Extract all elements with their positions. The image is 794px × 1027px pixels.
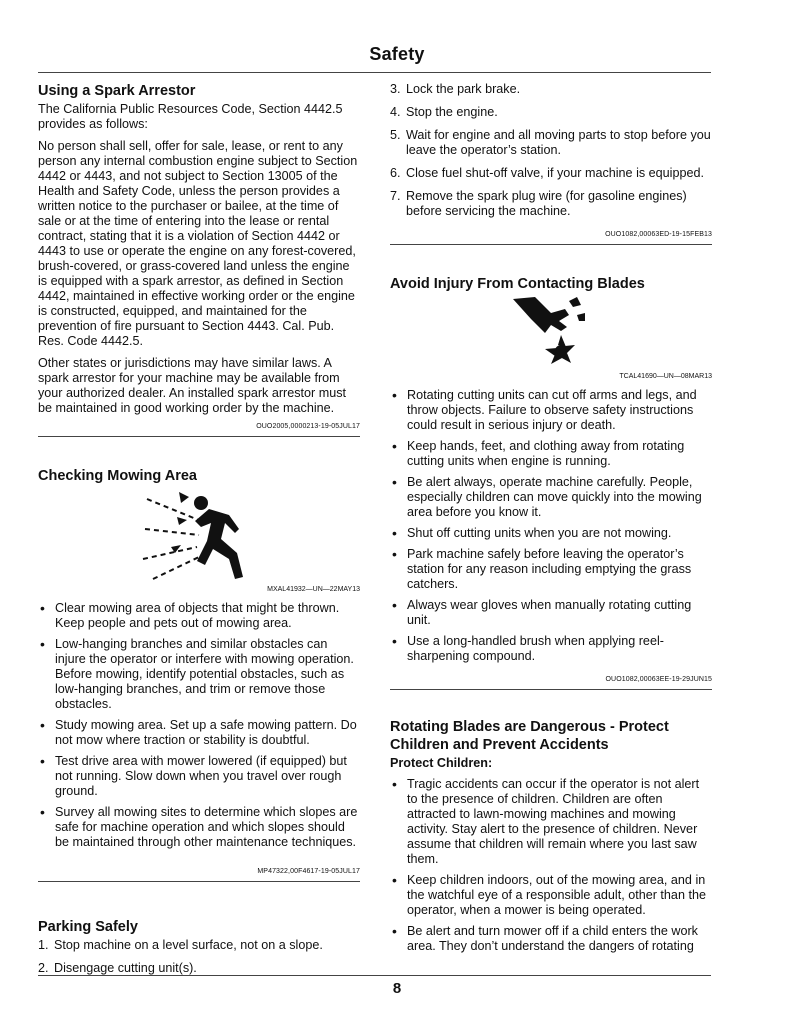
list-item: • Low-hanging branches and similar obstacles can injure the operator or interfere with mowing operation. Before mowing, identify potential obstacles, such as low-hanging branches, and trim or remove those obstacles. — [38, 637, 360, 712]
footer-rule — [38, 975, 711, 976]
step-number: 7. — [390, 189, 401, 203]
header-rule — [38, 72, 711, 73]
mowing-area-figure — [38, 487, 360, 582]
parking-ref: OUO1082,00063ED-19-15FEB13 — [390, 227, 712, 245]
list-item: • Park machine safely before leaving the operator’s station for any reason including emptying the grass catchers. — [390, 547, 712, 592]
blades-ref: OUO1082,00063EE-19-29JUN15 — [390, 672, 712, 690]
step-text: Disengage cutting unit(s). — [54, 961, 197, 975]
parking-heading: Parking Safely — [38, 919, 138, 935]
parking-step — [390, 166, 712, 181]
parking-step — [38, 961, 360, 976]
step-number: 4. — [390, 105, 401, 119]
list-item: • Survey all mowing sites to determine which slopes are safe for machine operation and which slopes should be maintained through other maintenance techniques. — [38, 805, 360, 850]
blades-figure — [390, 295, 712, 369]
spark-arrestor-intro: The California Public Resources Code, Section 4442.5 provides as follows: — [38, 102, 343, 131]
step-text: Remove the spark plug wire (for gasoline engines) before servicing the machine. — [406, 189, 687, 218]
mowing-area-list — [38, 601, 360, 850]
step-text: Wait for engine and all moving parts to stop before you leave the operator’s station. — [406, 128, 711, 157]
parking-continued-section — [390, 82, 712, 245]
list-item: • Always wear gloves when manually rotating cutting unit. — [390, 598, 712, 628]
step-number: 5. — [390, 128, 401, 142]
parking-step — [390, 105, 712, 120]
blades-list — [390, 388, 712, 664]
step-text: Stop machine on a level surface, not on a slope. — [54, 938, 323, 952]
parking-step — [390, 82, 712, 97]
children-list — [390, 777, 712, 954]
children-section — [390, 718, 712, 954]
list-item: • Study mowing area. Set up a safe mowing pattern. Do not mow where traction or stability is doubtful. — [38, 718, 360, 748]
list-item: • Use a long-handled brush when applying reel-sharpening compound. — [390, 634, 712, 664]
parking-step — [38, 938, 360, 953]
list-item: • Be alert and turn mower off if a child enters the work area. They don’t understand the dangers of rotating — [390, 924, 712, 954]
right-column — [390, 82, 712, 960]
step-number: 2. — [38, 961, 49, 975]
mowing-area-ref: MP47322,00F4617-19-05JUL17 — [38, 864, 360, 882]
step-number: 6. — [390, 166, 401, 180]
blades-image-ref: TCAL41690—UN—08MAR13 — [619, 373, 712, 380]
parking-step — [390, 128, 712, 158]
parking-steps-right — [390, 82, 712, 219]
page-title: Safety — [369, 44, 425, 64]
parking-steps-left — [38, 938, 360, 976]
list-item: • Keep children indoors, out of the mowing area, and in the watchful eye of a responsible adult, other than the operator, when a mower is being operated. — [390, 873, 712, 918]
children-heading: Rotating Blades are Dangerous - Protect Children and Prevent Accidents — [390, 719, 669, 753]
step-text: Close fuel shut-off valve, if your machine is equipped. — [406, 166, 704, 180]
mowing-area-heading: Checking Mowing Area — [38, 468, 197, 484]
spark-arrestor-other-states: Other states or jurisdictions may have similar laws. A spark arrestor for your machine may be available from your authorized dealer. An installed spark arrestor must be maintained in good working order by the machine. — [38, 356, 347, 415]
list-item: • Clear mowing area of objects that might be thrown. Keep people and pets out of mowing area. — [38, 601, 360, 631]
hand-cut-hazard-icon — [511, 295, 591, 369]
spark-arrestor-ref: OUO2005,0000213-19-05JUL17 — [38, 419, 360, 437]
list-item: • Test drive area with mower lowered (if equipped) but not running. Slow down when you travel over rough ground. — [38, 754, 360, 799]
thrown-object-hazard-icon — [139, 487, 259, 582]
step-text: Lock the park brake. — [406, 82, 521, 96]
list-item: • Be alert always, operate machine carefully. People, especially children can move quickly into the mowing area before you know it. — [390, 475, 712, 520]
blades-heading: Avoid Injury From Contacting Blades — [390, 276, 645, 292]
list-item: • Shut off cutting units when you are not mowing. — [390, 526, 712, 541]
spark-arrestor-section — [38, 82, 360, 437]
mowing-area-image-ref: MXAL41932—UN—22MAY13 — [267, 586, 360, 593]
step-number: 1. — [38, 938, 49, 952]
list-item: • Rotating cutting units can cut off arms and legs, and throw objects. Failure to observe safety instructions could result in serious injury or death. — [390, 388, 712, 433]
children-subheading: Protect Children: — [390, 756, 493, 770]
spark-arrestor-law-text: No person shall sell, offer for sale, lease, or rent to any person any internal combustion engine subject to Section 4442 or 4443, and not subject to Section 13005 of the Health and Safety Code, unless the person provides a written notice to the purchaser or bailee, at the time of sale or at the time of entering into the lease or rental contract, stating that it is a violation of Section 4442 or 4443 to use or operate the engine on any forest-covered, brush-covered, or grass-covered land unless the engine is equipped with a spark arrestor, as defined in Section 4442, maintained in effective working order or the engine is constructed, equipped, and maintained for the prevention of fire pursuant to Section 4443. Cal. Pub. Res. Code 4442.5. — [38, 139, 358, 348]
blades-section — [390, 275, 712, 690]
spark-arrestor-heading: Using a Spark Arrestor — [38, 83, 196, 99]
left-column — [38, 82, 360, 984]
page-number: 8 — [392, 980, 402, 997]
mowing-area-section — [38, 467, 360, 882]
list-item: • Keep hands, feet, and clothing away from rotating cutting units when engine is running. — [390, 439, 712, 469]
step-text: Stop the engine. — [406, 105, 498, 119]
step-number: 3. — [390, 82, 401, 96]
list-item: • Tragic accidents can occur if the operator is not alert to the presence of children. Children are often attracted to lawn-mowing machines and mowing activity. Stay alert to the presence of children. Never assume that children will remain where you last saw them. — [390, 777, 712, 867]
parking-step — [390, 189, 712, 219]
parking-section — [38, 918, 360, 976]
